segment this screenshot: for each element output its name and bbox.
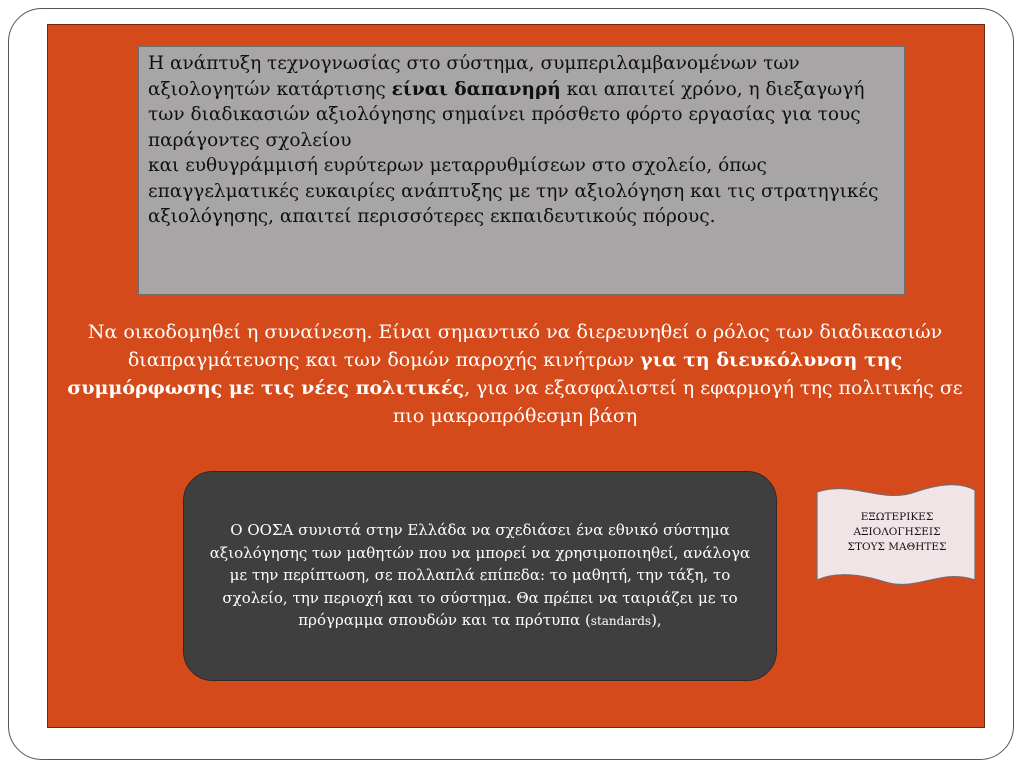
- cost-emphasis: είναι δαπανηρή: [391, 78, 561, 100]
- external-assessments-banner: [815, 480, 977, 592]
- cost-paragraph: Η ανάπτυξη τεχνογνωσίας στο σύστημα, συμπεριλαμβανομένων των αξιολογητών κατάρτισης είναι δαπανηρή και απαιτεί χρόνο, η διεξαγωγή των διαδικασιών αξιολόγησης σημαίνει πρόσθετο φόρτο εργασίας για τους παράγοντες σχολείου: [148, 53, 865, 151]
- standards-term: standards: [590, 614, 652, 629]
- alignment-paragraph: και ευθυγράμμισή ευρύτερων μεταρρυθμίσεων στο σχολείο, όπως επαγγελματικές ευκαιρίες ανάπτυξης με την αξιολόγηση και τις στρατηγικές αξιολόγησης, απαιτεί περισσότερες εκπαιδευτικούς πόρους.: [148, 155, 879, 227]
- consensus-emphasis: για τη διευκόλυνση της συμμόρφωσης με τις νέες πολιτικές: [67, 349, 903, 399]
- oecd-recommendation-box: [183, 471, 777, 681]
- oecd-recommendation-text: Ο ΟΟΣΑ συνιστά στην Ελλάδα να σχεδιάσει ένα εθνικό σύστημα αξιολόγησης των μαθητών που να μπορεί να χρησιμοποιηθεί, ανάλογα με την περίπτωση, σε πολλαπλά επίπεδα: το μαθητή, την τάξη, το σχολείο, την περιοχή και το σύστημα. Θα πρέπει να ταιριάζει με το πρόγραμμα σπουδών και τα πρότυπα (standards),: [209, 521, 751, 630]
- cost-text-box: [138, 46, 905, 295]
- banner-label: ΕΞΩΤΕΡΙΚΕΣ ΑΞΙΟΛΟΓΗΣΕΙΣ ΣΤΟΥΣ ΜΑΘΗΤΕΣ: [847, 511, 947, 553]
- consensus-text: Να οικοδομηθεί η συναίνεση. Είναι σημαντικό να διερευνηθεί ο ρόλος των διαδικασιών διαπραγμάτευσης και των δομών παροχής κινήτρων για τη διευκόλυνση της συμμόρφωσης με τις νέες πολιτικές, για να εξασφαλιστεί η εφαρμογή της πολιτικής σε πιο μακροπρόθεσμη βάση: [67, 321, 963, 427]
